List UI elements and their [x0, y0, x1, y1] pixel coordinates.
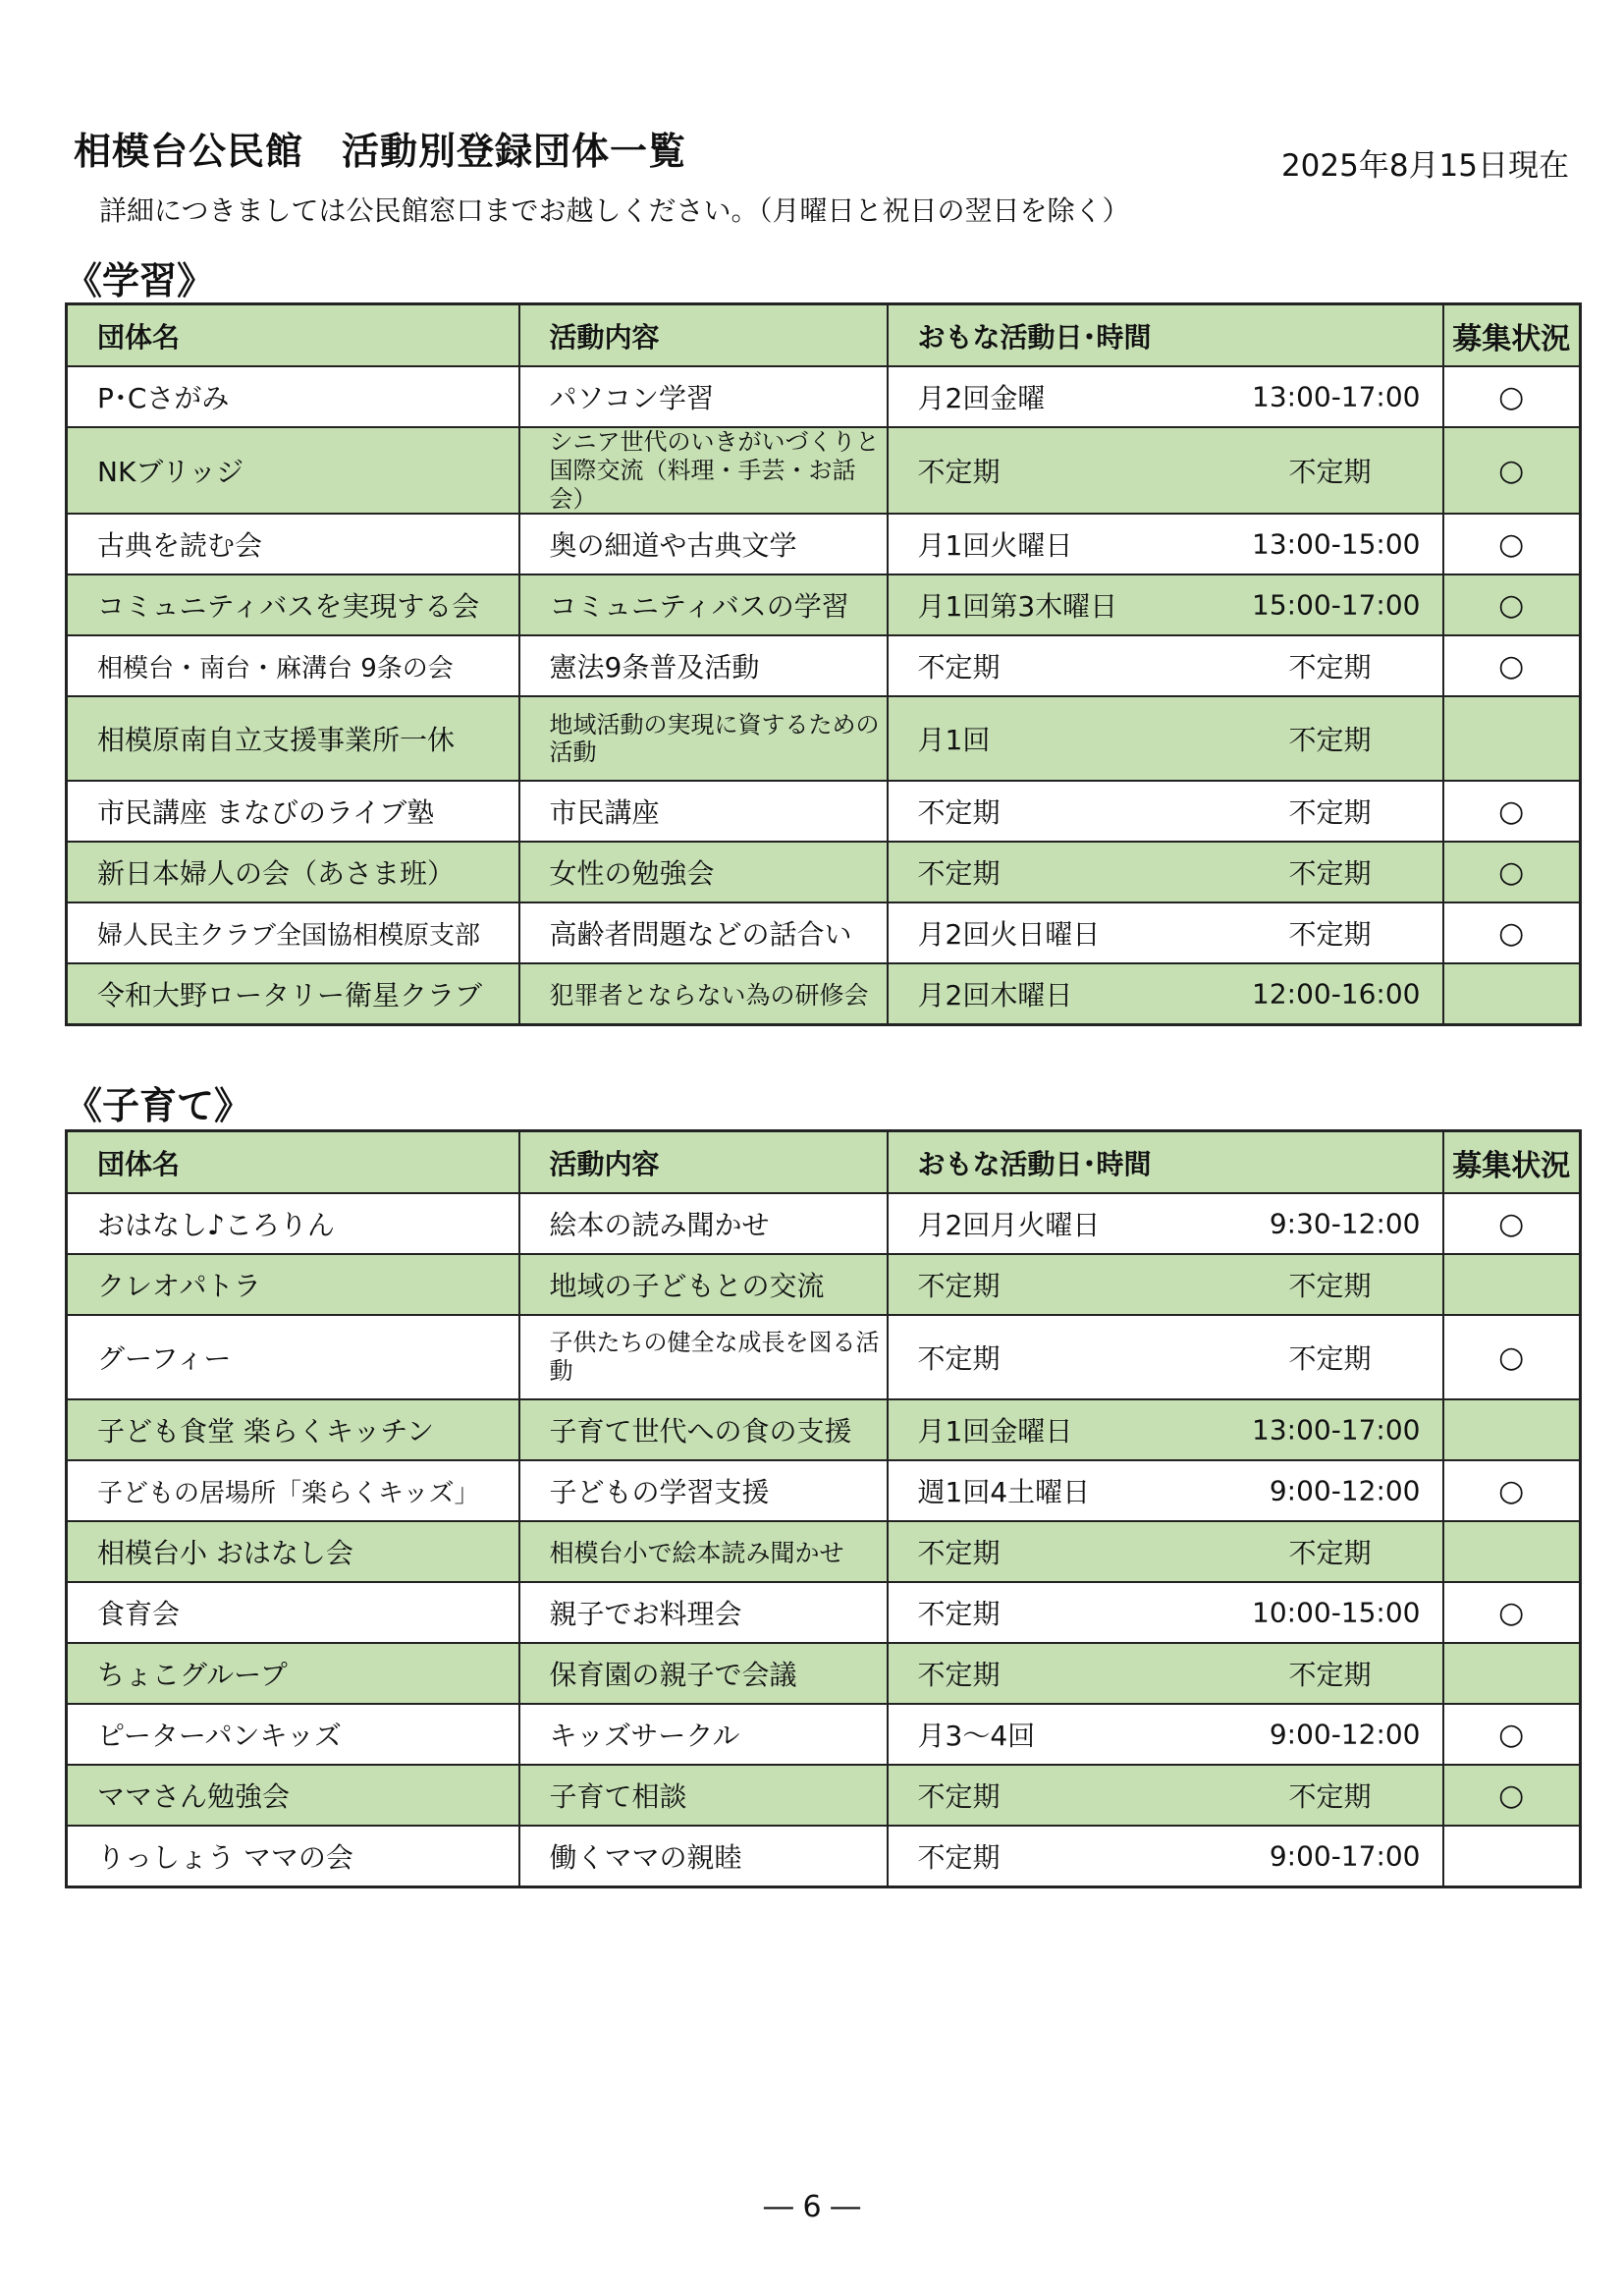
group-name: 婦人民主クラブ全国協相模原支部 [67, 902, 519, 963]
table-row [67, 1704, 1581, 1765]
recruit-status: ○ [1443, 574, 1581, 635]
activity-content: 相模台小で絵本読み聞かせ [519, 1521, 888, 1582]
activity-day: 不定期 [917, 456, 1001, 489]
activity-content: シニア世代のいきがいづくりと国際交流（料理・手芸・お話会） [519, 427, 888, 514]
table-header-row [67, 304, 1581, 367]
recruit-status: ○ [1443, 781, 1581, 842]
group-name: 新日本婦人の会（あさま班） [67, 842, 519, 902]
activity-day: 月2回金曜 [917, 382, 1046, 414]
recruit-status: ○ [1443, 427, 1581, 514]
activity-content: 子育て相談 [519, 1765, 888, 1826]
recruit-status: ○ [1443, 514, 1581, 574]
header-schedule: おもな活動日･時間 [888, 1131, 1443, 1194]
activity-time: 不定期 [1288, 651, 1372, 684]
section-title-learning: 《学習》 [65, 259, 215, 302]
activity-time: 不定期 [1288, 724, 1372, 757]
activity-content: キッズサークル [519, 1704, 888, 1765]
schedule-cell [888, 1826, 1443, 1886]
activity-day: 月2回木曜日 [917, 979, 1073, 1012]
activity-content: 保育園の親子で会議 [519, 1643, 888, 1704]
activity-time: 13:00-17:00 [1252, 380, 1421, 413]
table-row [67, 902, 1581, 963]
group-name: ピーターパンキッズ [67, 1704, 519, 1765]
table-row [67, 963, 1581, 1024]
group-name: 市民講座 まなびのライブ塾 [67, 781, 519, 842]
recruit-status: ○ [1443, 1704, 1581, 1765]
schedule-cell [888, 1521, 1443, 1582]
activity-content: パソコン学習 [519, 366, 888, 427]
schedule-cell [888, 514, 1443, 574]
schedule-cell [888, 1704, 1443, 1765]
table-row [67, 574, 1581, 635]
recruit-status [1443, 1643, 1581, 1704]
schedule-cell [888, 696, 1443, 781]
activity-content: コミュニティバスの学習 [519, 574, 888, 635]
schedule-cell [888, 1582, 1443, 1643]
schedule-cell [888, 963, 1443, 1024]
group-name: P･Cさがみ [67, 366, 519, 427]
childcare-groups-table [65, 1129, 1582, 1888]
activity-time: 不定期 [1288, 1342, 1372, 1375]
group-name: おはなし♪ころりん [67, 1193, 519, 1254]
activity-content: 働くママの親睦 [519, 1826, 888, 1886]
activity-day: 不定期 [917, 1598, 1001, 1630]
activity-content: 子育て世代への食の支援 [519, 1399, 888, 1460]
recruit-status: ○ [1443, 1460, 1581, 1521]
activity-day: 不定期 [917, 1780, 1001, 1813]
activity-content: 市民講座 [519, 781, 888, 842]
header-recruit: 募集状況 [1443, 304, 1581, 367]
schedule-cell [888, 902, 1443, 963]
activity-content: 女性の勉強会 [519, 842, 888, 902]
table-row [67, 635, 1581, 696]
recruit-status: ○ [1443, 635, 1581, 696]
activity-content: 奥の細道や古典文学 [519, 514, 888, 574]
table-row [67, 1643, 1581, 1704]
table-row [67, 1582, 1581, 1643]
activity-content: 子供たちの健全な成長を図る活動 [519, 1315, 888, 1399]
contact-note: 詳細につきましては公民館窓口までお越しください。（月曜日と祝日の翌日を除く） [99, 194, 1130, 227]
group-name: グーフィー [67, 1315, 519, 1399]
recruit-status [1443, 1521, 1581, 1582]
activity-content: 親子でお料理会 [519, 1582, 888, 1643]
group-name: コミュニティバスを実現する会 [67, 574, 519, 635]
table-row [67, 514, 1581, 574]
activity-time: 13:00-17:00 [1252, 1413, 1421, 1447]
table-row [67, 1826, 1581, 1886]
group-name: 令和大野ロータリー衛星クラブ [67, 963, 519, 1024]
schedule-cell [888, 1460, 1443, 1521]
schedule-cell [888, 781, 1443, 842]
schedule-cell [888, 427, 1443, 514]
table-row [67, 366, 1581, 427]
activity-day: 不定期 [917, 1537, 1001, 1569]
table-row [67, 1460, 1581, 1521]
activity-time: 不定期 [1288, 1659, 1372, 1691]
schedule-cell [888, 1193, 1443, 1254]
table-row [67, 1765, 1581, 1826]
activity-time: 不定期 [1288, 1780, 1372, 1813]
table-row [67, 696, 1581, 781]
group-name: 古典を読む会 [67, 514, 519, 574]
schedule-cell [888, 366, 1443, 427]
activity-time: 不定期 [1288, 1270, 1372, 1302]
activity-content: 犯罪者とならない為の研修会 [519, 963, 888, 1024]
activity-day: 不定期 [917, 1270, 1001, 1302]
activity-day: 月1回火曜日 [917, 529, 1073, 563]
activity-day: 月2回月火曜日 [917, 1209, 1101, 1241]
activity-content: 高齢者問題などの話合い [519, 902, 888, 963]
schedule-cell [888, 635, 1443, 696]
table-row [67, 842, 1581, 902]
activity-day: 不定期 [917, 796, 1001, 830]
table-row [67, 1315, 1581, 1399]
activity-time: 9:00-17:00 [1269, 1839, 1421, 1873]
activity-time: 9:30-12:00 [1269, 1207, 1421, 1240]
group-name: 相模台・南台・麻溝台 9条の会 [67, 635, 519, 696]
header-schedule: おもな活動日･時間 [888, 304, 1443, 367]
group-name: ママさん勉強会 [67, 1765, 519, 1826]
table-row [67, 1521, 1581, 1582]
group-name: 相模台小 おはなし会 [67, 1521, 519, 1582]
header-name: 団体名 [67, 304, 519, 367]
activity-day: 不定期 [917, 651, 1001, 684]
recruit-status [1443, 1826, 1581, 1886]
recruit-status: ○ [1443, 366, 1581, 427]
learning-groups-table [65, 302, 1582, 1026]
table-row [67, 781, 1581, 842]
page-title: 相模台公民館 活動別登録団体一覧 [74, 130, 687, 173]
header-name: 団体名 [67, 1131, 519, 1194]
recruit-status: ○ [1443, 1582, 1581, 1643]
group-name: 相模原南自立支援事業所一休 [67, 696, 519, 781]
table-row [67, 1399, 1581, 1460]
activity-day: 不定期 [917, 1659, 1001, 1691]
activity-time: 9:00-12:00 [1269, 1718, 1421, 1751]
group-name: NKブリッジ [67, 427, 519, 514]
group-name: 子ども食堂 楽らくキッチン [67, 1399, 519, 1460]
group-name: 子どもの居場所「楽らくキッズ」 [67, 1460, 519, 1521]
activity-content: 憲法9条普及活動 [519, 635, 888, 696]
header-recruit: 募集状況 [1443, 1131, 1581, 1194]
group-name: 食育会 [67, 1582, 519, 1643]
header-activity: 活動内容 [519, 304, 888, 367]
table-header-row [67, 1131, 1581, 1194]
recruit-status: ○ [1443, 1315, 1581, 1399]
activity-day: 月1回第3木曜日 [917, 590, 1118, 624]
recruit-status: ○ [1443, 902, 1581, 963]
recruit-status: ○ [1443, 1765, 1581, 1826]
activity-time: 不定期 [1288, 456, 1372, 489]
schedule-cell [888, 1765, 1443, 1826]
activity-time: 10:00-15:00 [1252, 1596, 1421, 1629]
activity-time: 不定期 [1288, 1537, 1372, 1569]
activity-day: 不定期 [917, 1840, 1001, 1874]
recruit-status: ○ [1443, 842, 1581, 902]
table-row [67, 427, 1581, 514]
activity-content: 地域の子どもとの交流 [519, 1254, 888, 1315]
activity-day: 週1回4土曜日 [917, 1476, 1091, 1508]
group-name: クレオパトラ [67, 1254, 519, 1315]
activity-time: 不定期 [1288, 918, 1372, 952]
header-activity: 活動内容 [519, 1131, 888, 1194]
activity-day: 月2回火日曜日 [917, 918, 1101, 952]
recruit-status [1443, 963, 1581, 1024]
schedule-cell [888, 842, 1443, 902]
activity-time: 不定期 [1288, 796, 1372, 830]
table-row [67, 1254, 1581, 1315]
schedule-cell [888, 574, 1443, 635]
activity-content: 地域活動の実現に資するための活動 [519, 696, 888, 781]
activity-day: 月1回金曜日 [917, 1415, 1073, 1448]
section-title-childcare: 《子育て》 [65, 1084, 252, 1127]
activity-day: 不定期 [917, 1342, 1001, 1375]
activity-day: 月1回 [917, 724, 991, 757]
activity-content: 子どもの学習支援 [519, 1460, 888, 1521]
as-of-date: 2025年8月15日現在 [1280, 148, 1569, 184]
activity-time: 不定期 [1288, 857, 1372, 891]
recruit-status [1443, 1399, 1581, 1460]
group-name: りっしょう ママの会 [67, 1826, 519, 1886]
recruit-status [1443, 696, 1581, 781]
schedule-cell [888, 1643, 1443, 1704]
activity-time: 12:00-16:00 [1252, 977, 1421, 1011]
schedule-cell [888, 1254, 1443, 1315]
recruit-status: ○ [1443, 1193, 1581, 1254]
schedule-cell [888, 1399, 1443, 1460]
activity-content: 絵本の読み聞かせ [519, 1193, 888, 1254]
group-name: ちょこグループ [67, 1643, 519, 1704]
recruit-status [1443, 1254, 1581, 1315]
activity-time: 9:00-12:00 [1269, 1474, 1421, 1507]
activity-day: 不定期 [917, 857, 1001, 891]
activity-day: 月3～4回 [917, 1720, 1036, 1752]
table-row [67, 1193, 1581, 1254]
activity-time: 13:00-15:00 [1252, 527, 1421, 561]
schedule-cell [888, 1315, 1443, 1399]
page-number: ― 6 ― [763, 2190, 861, 2224]
activity-time: 15:00-17:00 [1252, 588, 1421, 622]
